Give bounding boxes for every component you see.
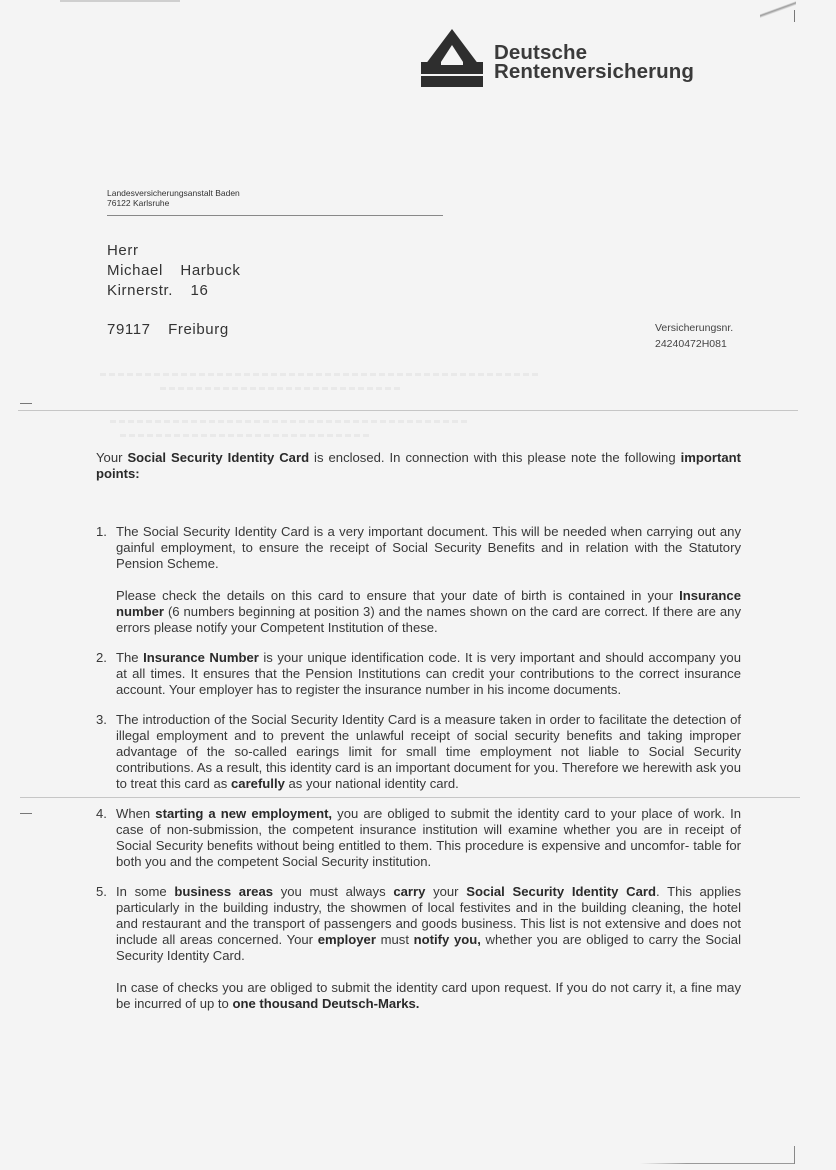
point-number: 2. (96, 650, 107, 665)
text: Please check the details on this card to ensure that your date of birth is contained in your (116, 588, 680, 603)
emphasis: Social Security Identity Card (466, 884, 656, 899)
recipient-street: Kirnerstr. 16 (107, 282, 209, 299)
text: must (375, 932, 414, 947)
point-number: 4. (96, 806, 107, 821)
point-3 (96, 712, 741, 792)
text: When (116, 806, 156, 821)
logo-line-1: Deutsche (494, 41, 588, 64)
point-number: 5. (96, 884, 107, 899)
text: is your unique identification code. It is very important and should accompany you at all times. It ensures that the Pension Institutions can credit your contributions to the correct insurance account. Your employer has to register the insurance number in his income documents. (116, 650, 741, 697)
emphasis: employer (317, 932, 376, 947)
show-through-text (120, 434, 370, 437)
emphasis: starting a new employment, (155, 806, 333, 821)
emphasis: business areas (174, 884, 274, 899)
letter-body (96, 450, 741, 1026)
punch-mark-upper (20, 403, 32, 404)
text: whether you are obliged to carry the Social Security Identity Card. (116, 932, 741, 963)
scan-artifact-corner (760, 0, 796, 22)
point-number: 1. (96, 524, 107, 539)
scan-artifact-bottom-tick (794, 1146, 795, 1164)
logo-wordmark (494, 43, 694, 81)
point-number: 3. (96, 712, 107, 727)
text: as your national identity card. (284, 776, 459, 791)
sender-divider (107, 215, 443, 216)
recipient-city: 79117 Freiburg (107, 321, 229, 338)
intro-paragraph (96, 450, 741, 482)
text: you are obliged to submit the identity card to your place of work. In case of non-submission, the competent insurance institution will examine whether you are in receipt of Social Security benefits without being entitled to them. This procedure is expensive and uncomfor- table for both you and the competent Social Security institution. (116, 806, 741, 869)
emphasis: Social Security Identity Card (127, 450, 310, 465)
insurance-number-block (655, 320, 733, 352)
text: you must always (273, 884, 394, 899)
text: Your (96, 450, 128, 465)
point-4 (96, 806, 741, 870)
emphasis: one thousand Deutsch-Marks. (232, 996, 420, 1011)
insurance-label: Versicherungsnr. (655, 322, 734, 334)
emphasis: important points: (96, 450, 741, 481)
point-5 (96, 884, 741, 1012)
insurance-number: 24240472H081 (655, 338, 727, 350)
text: your (425, 884, 467, 899)
show-through-text (100, 373, 540, 376)
sender-org: Landesversicherungsanstalt Baden (107, 188, 240, 198)
emphasis: carefully (231, 776, 285, 791)
point-text (116, 712, 741, 792)
scan-artifact-corner-tick (794, 10, 795, 22)
point-text (116, 884, 741, 964)
punch-mark-lower (20, 813, 32, 814)
logo-line-2: Rentenversicherung (494, 60, 695, 83)
recipient-name: Michael Harbuck (107, 262, 241, 279)
text: The introduction of the Social Security Identity Card is a measure taken in order to facilitate the detection of illegal employment and to prevent the unlawful receipt of social security benefits and taking improper advantage of the so-called earings limit for small time employment not liable to Social Security contributions. As a result, this identity card is an important document for you. Therefore we herewith ask you to treat this card as (116, 712, 741, 791)
point-text (116, 806, 741, 870)
scan-artifact-bottom (640, 1163, 795, 1164)
point-1 (96, 524, 741, 636)
sender-address (107, 188, 240, 208)
text: In case of checks you are obliged to submit the identity card upon request. If you do not carry it, a fine may be incurred of up to (116, 980, 741, 1011)
fold-line-upper (18, 410, 798, 411)
emphasis: Insurance number (116, 588, 741, 619)
logo (421, 29, 694, 87)
point-2 (96, 650, 741, 698)
point-text: The Social Security Identity Card is a very important document. This will be needed when carrying out any gainful employment, to ensure the receipt of Social Security Benefits and in relation with the Statutory Pension Scheme. (116, 524, 741, 571)
text: In some (116, 884, 175, 899)
recipient-salutation: Herr (107, 242, 139, 259)
point-text (116, 588, 741, 636)
sender-city: 76122 Karlsruhe (107, 198, 170, 208)
emphasis: Insurance Number (143, 650, 259, 665)
drv-logo-icon (421, 29, 483, 87)
emphasis: notify you, (413, 932, 481, 947)
point-text (116, 650, 741, 698)
scan-artifact-top (60, 0, 180, 2)
show-through-text (110, 420, 470, 423)
points-list (96, 524, 741, 1012)
text: (6 numbers beginning at position 3) and the names shown on the card are correct. If there are any errors please notify your Competent Institution of these. (116, 604, 741, 635)
text: The (116, 650, 144, 665)
emphasis: carry (393, 884, 426, 899)
show-through-text (160, 387, 400, 390)
recipient-address (107, 241, 240, 340)
text: . This applies particularly in the building industry, the showmen of local festivites and in the building cleaning, the hotel and restaurant and the transport of passengers and goods business. This list is not extensive and does not include all areas concerned. Your (116, 884, 742, 947)
point-text (116, 980, 741, 1012)
text: is enclosed. In connection with this please note the following (309, 450, 681, 465)
